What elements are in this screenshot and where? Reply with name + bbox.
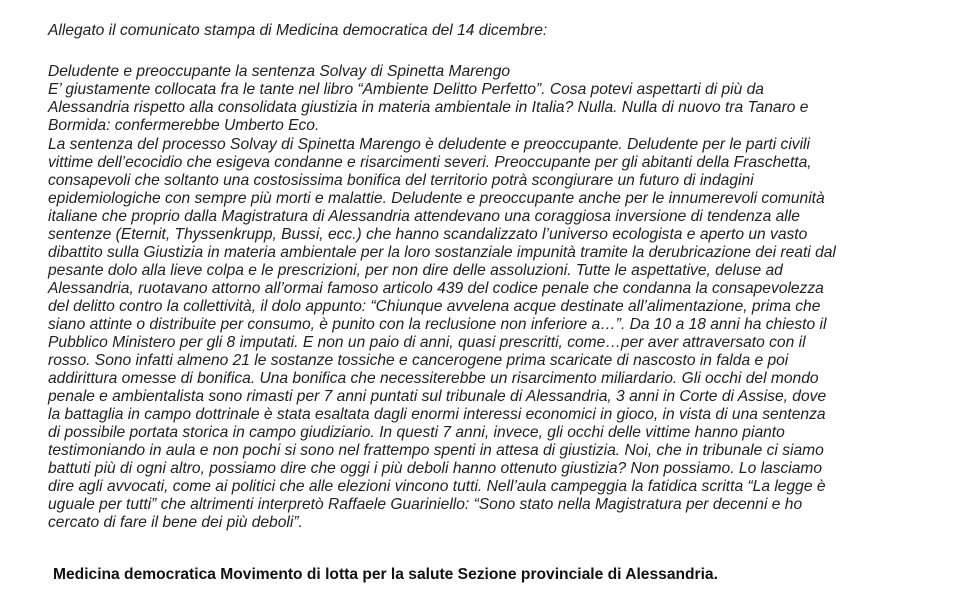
body-line: Pubblico Ministero per gli 8 imputati. E non un paio di anni, quasi prescritti, come…per aver attraversato con il [48,334,806,351]
body-line: E’ giustamente collocata fra le tante nel libro “Ambiente Delitto Perfetto”. Cosa potevi aspettarti di più da [48,81,764,98]
body-line: italiane che proprio dalla Magistratura di Alessandria attendevano una coraggiosa inversione di tendenza alle [48,208,800,225]
body-line: La sentenza del processo Solvay di Spinetta Marengo è deludente e preoccupante. Deludente per le parti civili [48,136,810,153]
body-line: sentenze (Eternit, Thyssenkrupp, Bussi, ecc.) che hanno scandalizzato l’universo ecologista e aperto un vasto [48,226,808,243]
body-line: siano attinte o distribuite per consumo, è punito con la reclusione non inferiore a…”. Da 10 a 18 anni ha chiesto il [48,316,827,333]
press-release-title: Deludente e preoccupante la sentenza Solvay di Spinetta Marengo [48,63,511,80]
body-line: consapevoli che soltanto una costosissima bonifica del territorio potrà scongiurare un futuro di indagini [48,172,754,189]
body-line: Alessandria rispetto alla consolidata giustizia in materia ambientale in Italia? Nulla. Nulla di nuovo tra Tanaro e [48,99,809,116]
body-line: vittime dell’ecocidio che esigeva condanne e risarcimenti severi. Preoccupante per gli abitanti della Fraschetta, [48,154,812,171]
body-line: dibattito sulla Giustizia in materia ambientale per la loro sostanziale impunità tramite la derubricazione dei reati dal [48,244,836,261]
body-line: rosso. Sono infatti almeno 21 le sostanze tossiche e cancerogene prima scaricate di nascosto in falda e poi [48,352,789,369]
body-line: epidemiologiche con sempre più morti e malattie. Deludente e preoccupante anche per le innumerevoli comunità [48,190,825,207]
body-line: addirittura omesse di bonifica. Una bonifica che necessiterebbe un risarcimento miliardario. Gli occhi del mondo [48,370,819,387]
body-line: la battaglia in campo dottrinale è stata esaltata dagli enormi interessi economici in gioco, in vista di una sentenza [48,406,826,423]
body-line: Bormida: confermerebbe Umberto Eco. [48,117,320,134]
body-line: testimoniando in aula e non pochi si sono nel frattempo spenti in attesa di giustizia. Noi, che in tribunale ci siamo [48,442,824,459]
body-line: battuti più di ogni altro, possiamo dire che oggi i più deboli hanno ottenuto giustizia? Non possiamo. Lo lasciamo [48,460,823,477]
intro-line: Allegato il comunicato stampa di Medicina democratica del 14 dicembre: [48,22,548,39]
body-line: cercato di fare il bene dei più deboli”. [48,514,303,531]
body-line: Alessandria, ruotavano attorno all’ormai famoso articolo 439 del codice penale che condanna la consapevolezza [48,280,824,297]
body-line: uguale per tutti” che altrimenti interpretò Raffaele Guariniello: “Sono stato nella Magistratura per decenni e ho [48,496,803,513]
body-line: penale e ambientalista sono rimasti per 7 anni puntati sul tribunale di Alessandria, 3 anni in Corte di Assise, dove [48,388,827,405]
body-line: di possibile portata storica in campo giudiziario. In questi 7 anni, invece, gli occhi delle vittime hanno pianto [48,424,785,441]
body-line: dire agli avvocati, come ai politici che alle elezioni vincono tutti. Nell’aula campeggia la fatidica scritta “La legge è [48,478,826,495]
body-line: pesante dolo alla lieve colpa e le prescrizioni, per non dire delle assoluzioni. Tutte le aspettative, deluse ad [48,262,783,279]
signature-line: Medicina democratica Movimento di lotta per la salute Sezione provinciale di Alessandria. [53,566,718,583]
body-line: del delitto contro la collettività, il dolo appunto: “Chiunque avvelena acque destinate all’alimentazione, prima che [48,298,821,315]
